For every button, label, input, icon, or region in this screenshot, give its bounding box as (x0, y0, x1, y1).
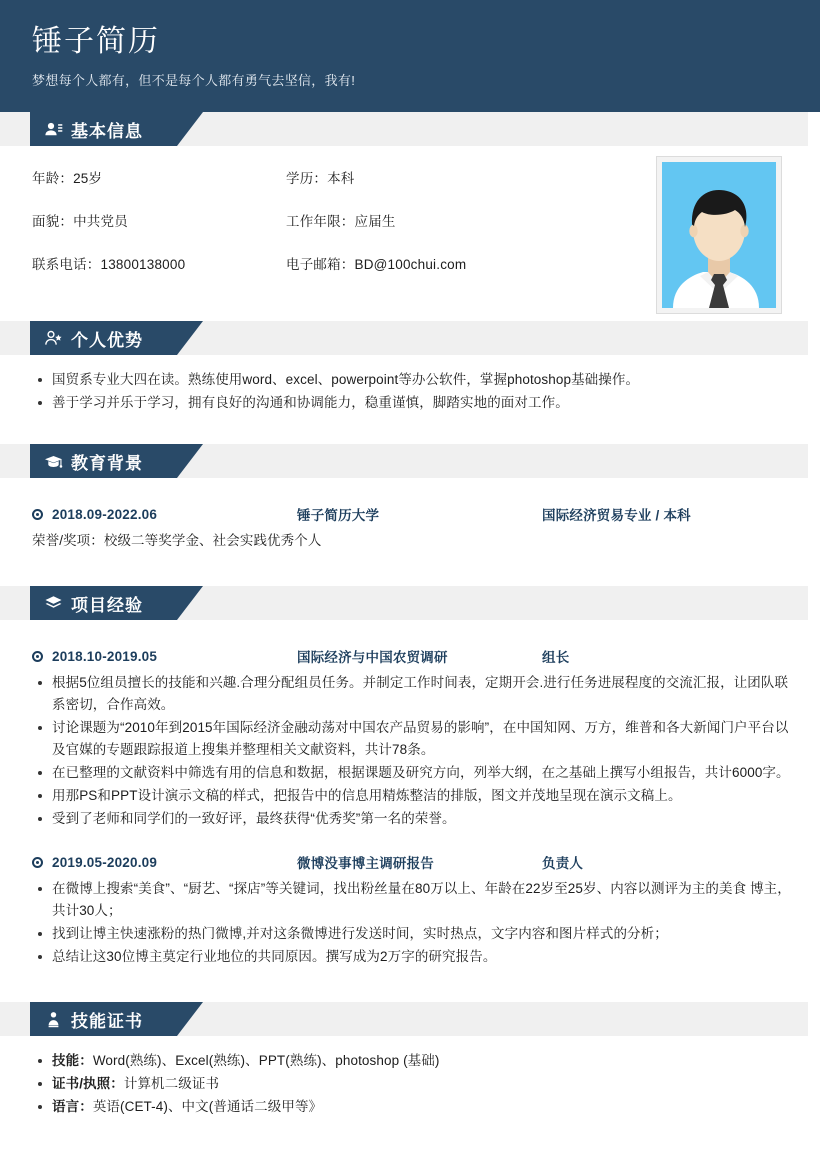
project-entry (32, 646, 794, 666)
list-item: 总结让这30位博主莫定行业地位的共同原因。撰写成为2万字的研究报告。 (32, 946, 794, 968)
person-star-icon (44, 329, 63, 348)
list-item (32, 1096, 794, 1118)
project-role: 负责人 (542, 856, 584, 871)
skill-value: 计算机二级证书 (123, 1076, 220, 1091)
project-name: 微博没事博主调研报告 (297, 856, 434, 871)
section-personal-advantage (0, 321, 820, 414)
field-experience: 工作年限：应届生 (286, 214, 396, 229)
section-header-basic (0, 112, 808, 146)
section-header-project (0, 586, 808, 620)
section-title-education: 教育背景 (71, 453, 143, 473)
section-skills (0, 1002, 820, 1118)
education-honors: 荣誉/奖项：校级二等奖学金、社会实践优秀个人 (32, 533, 322, 548)
skills-body (0, 1036, 820, 1118)
project-body (0, 620, 820, 968)
section-title-basic: 基本信息 (71, 121, 143, 141)
list-item (32, 1073, 794, 1095)
project-date: 2019.05-2020.09 (52, 854, 158, 870)
education-body (0, 478, 820, 552)
skill-label: 语言： (52, 1099, 93, 1114)
education-entry (32, 504, 794, 524)
section-title-advantage: 个人优势 (71, 330, 143, 350)
field-email: 电子邮箱：BD@100chui.com (286, 257, 467, 272)
ribbon-tail (177, 1002, 203, 1036)
list-item: 在微博上搜索“美食”、“厨艺、“探店”等关键词，找出粉丝量在80万以上、年龄在22岁至25岁、内容以测评为主的美食 博主，共计30人； (32, 878, 794, 922)
list-item: 根据5位组员擅长的技能和兴趣.合理分配组员任务。并制定工作时间表，定期开会.进行任务进展程度的交流汇报，让团队联系密切，合作高效。 (32, 672, 794, 716)
users-icon (44, 120, 63, 139)
bullseye-icon (32, 651, 43, 662)
page-title: 锤子简历 (32, 25, 160, 58)
list-item: 国贸系专业大四在读。熟练使用word、excel、powerpoint等办公软件，掌握photoshop基础操作。 (32, 369, 794, 391)
list-item: 善于学习并乐于学习，拥有良好的沟通和协调能力，稳重谨慎，脚踏实地的面对工作。 (32, 392, 794, 414)
list-item: 在已整理的文献资料中筛选有用的信息和数据，根据课题及研究方向，列举大纲，在之基础上撰写小组报告，共计6000字。 (32, 762, 794, 784)
advantage-body (0, 355, 820, 414)
section-header-skills (0, 1002, 808, 1036)
project-role: 组长 (542, 650, 570, 665)
ribbon-tail (177, 112, 203, 146)
list-item: 受到了老师和同学们的一致好评，最终获得“优秀奖”第一名的荣誉。 (32, 808, 794, 830)
list-item: 用那PS和PPT设计演示文稿的样式，把报告中的信息用精炼整洁的排版，图文并茂地呈现在演示文稿上。 (32, 785, 794, 807)
field-phone: 联系电话：13800138000 (32, 257, 186, 272)
bullseye-icon (32, 509, 43, 520)
ribbon-tail (177, 321, 203, 355)
graduation-cap-icon (44, 452, 63, 471)
field-degree: 学历：本科 (286, 171, 355, 186)
section-header-advantage (0, 321, 808, 355)
header-tagline: 梦想每个人都有，但不是每个人都有勇气去坚信，我有! (32, 73, 356, 88)
skill-value: 英语(CET-4)、中文(普通话二级甲等》 (92, 1099, 323, 1114)
education-school: 锤子简历大学 (297, 508, 380, 523)
avatar (656, 156, 782, 314)
skills-list (32, 1050, 794, 1118)
education-major: 国际经济贸易专业 / 本科 (542, 508, 691, 523)
skill-value: Word(熟练)、Excel(熟练)、PPT(熟练)、photoshop (基础) (92, 1053, 440, 1068)
list-item (32, 1050, 794, 1072)
avatar-illustration (662, 162, 776, 308)
skill-label: 技能： (52, 1053, 93, 1068)
section-basic-info (0, 112, 820, 321)
field-political: 面貌：中共党员 (32, 214, 128, 229)
person-badge-icon (44, 1010, 63, 1029)
section-title-project: 项目经验 (71, 595, 143, 615)
basic-info-body (0, 146, 820, 321)
project-date: 2018.10-2019.05 (52, 648, 158, 664)
section-education (0, 444, 820, 552)
field-age: 年龄：25岁 (32, 171, 103, 186)
list-item: 找到让博主快速涨粉的热门微博,并对这条微博进行发送时间，实时热点，文字内容和图片样式的分析； (32, 923, 794, 945)
project-name: 国际经济与中国农贸调研 (297, 650, 448, 665)
layers-icon (44, 594, 63, 613)
skill-label: 证书/执照： (52, 1076, 124, 1091)
ribbon-tail (177, 586, 203, 620)
section-project (0, 586, 820, 968)
project-duties-1 (32, 672, 794, 830)
basic-info-grid (32, 170, 632, 274)
header-banner (0, 0, 820, 112)
project-duties-2 (32, 878, 794, 968)
bullseye-icon (32, 857, 43, 868)
advantage-list (32, 369, 794, 414)
list-item: 讨论课题为“2010年到2015年国际经济金融动荡对中国农产品贸易的影响”，在中国知网、万方，维普和各大新闻门户平台以 及官媒的专题跟踪报道上搜集并整理相关文献资料，共计78条。 (32, 717, 794, 761)
project-entry (32, 852, 794, 872)
ribbon-tail (177, 444, 203, 478)
section-header-education (0, 444, 808, 478)
section-title-skills: 技能证书 (71, 1011, 143, 1031)
education-date: 2018.09-2022.06 (52, 506, 158, 522)
